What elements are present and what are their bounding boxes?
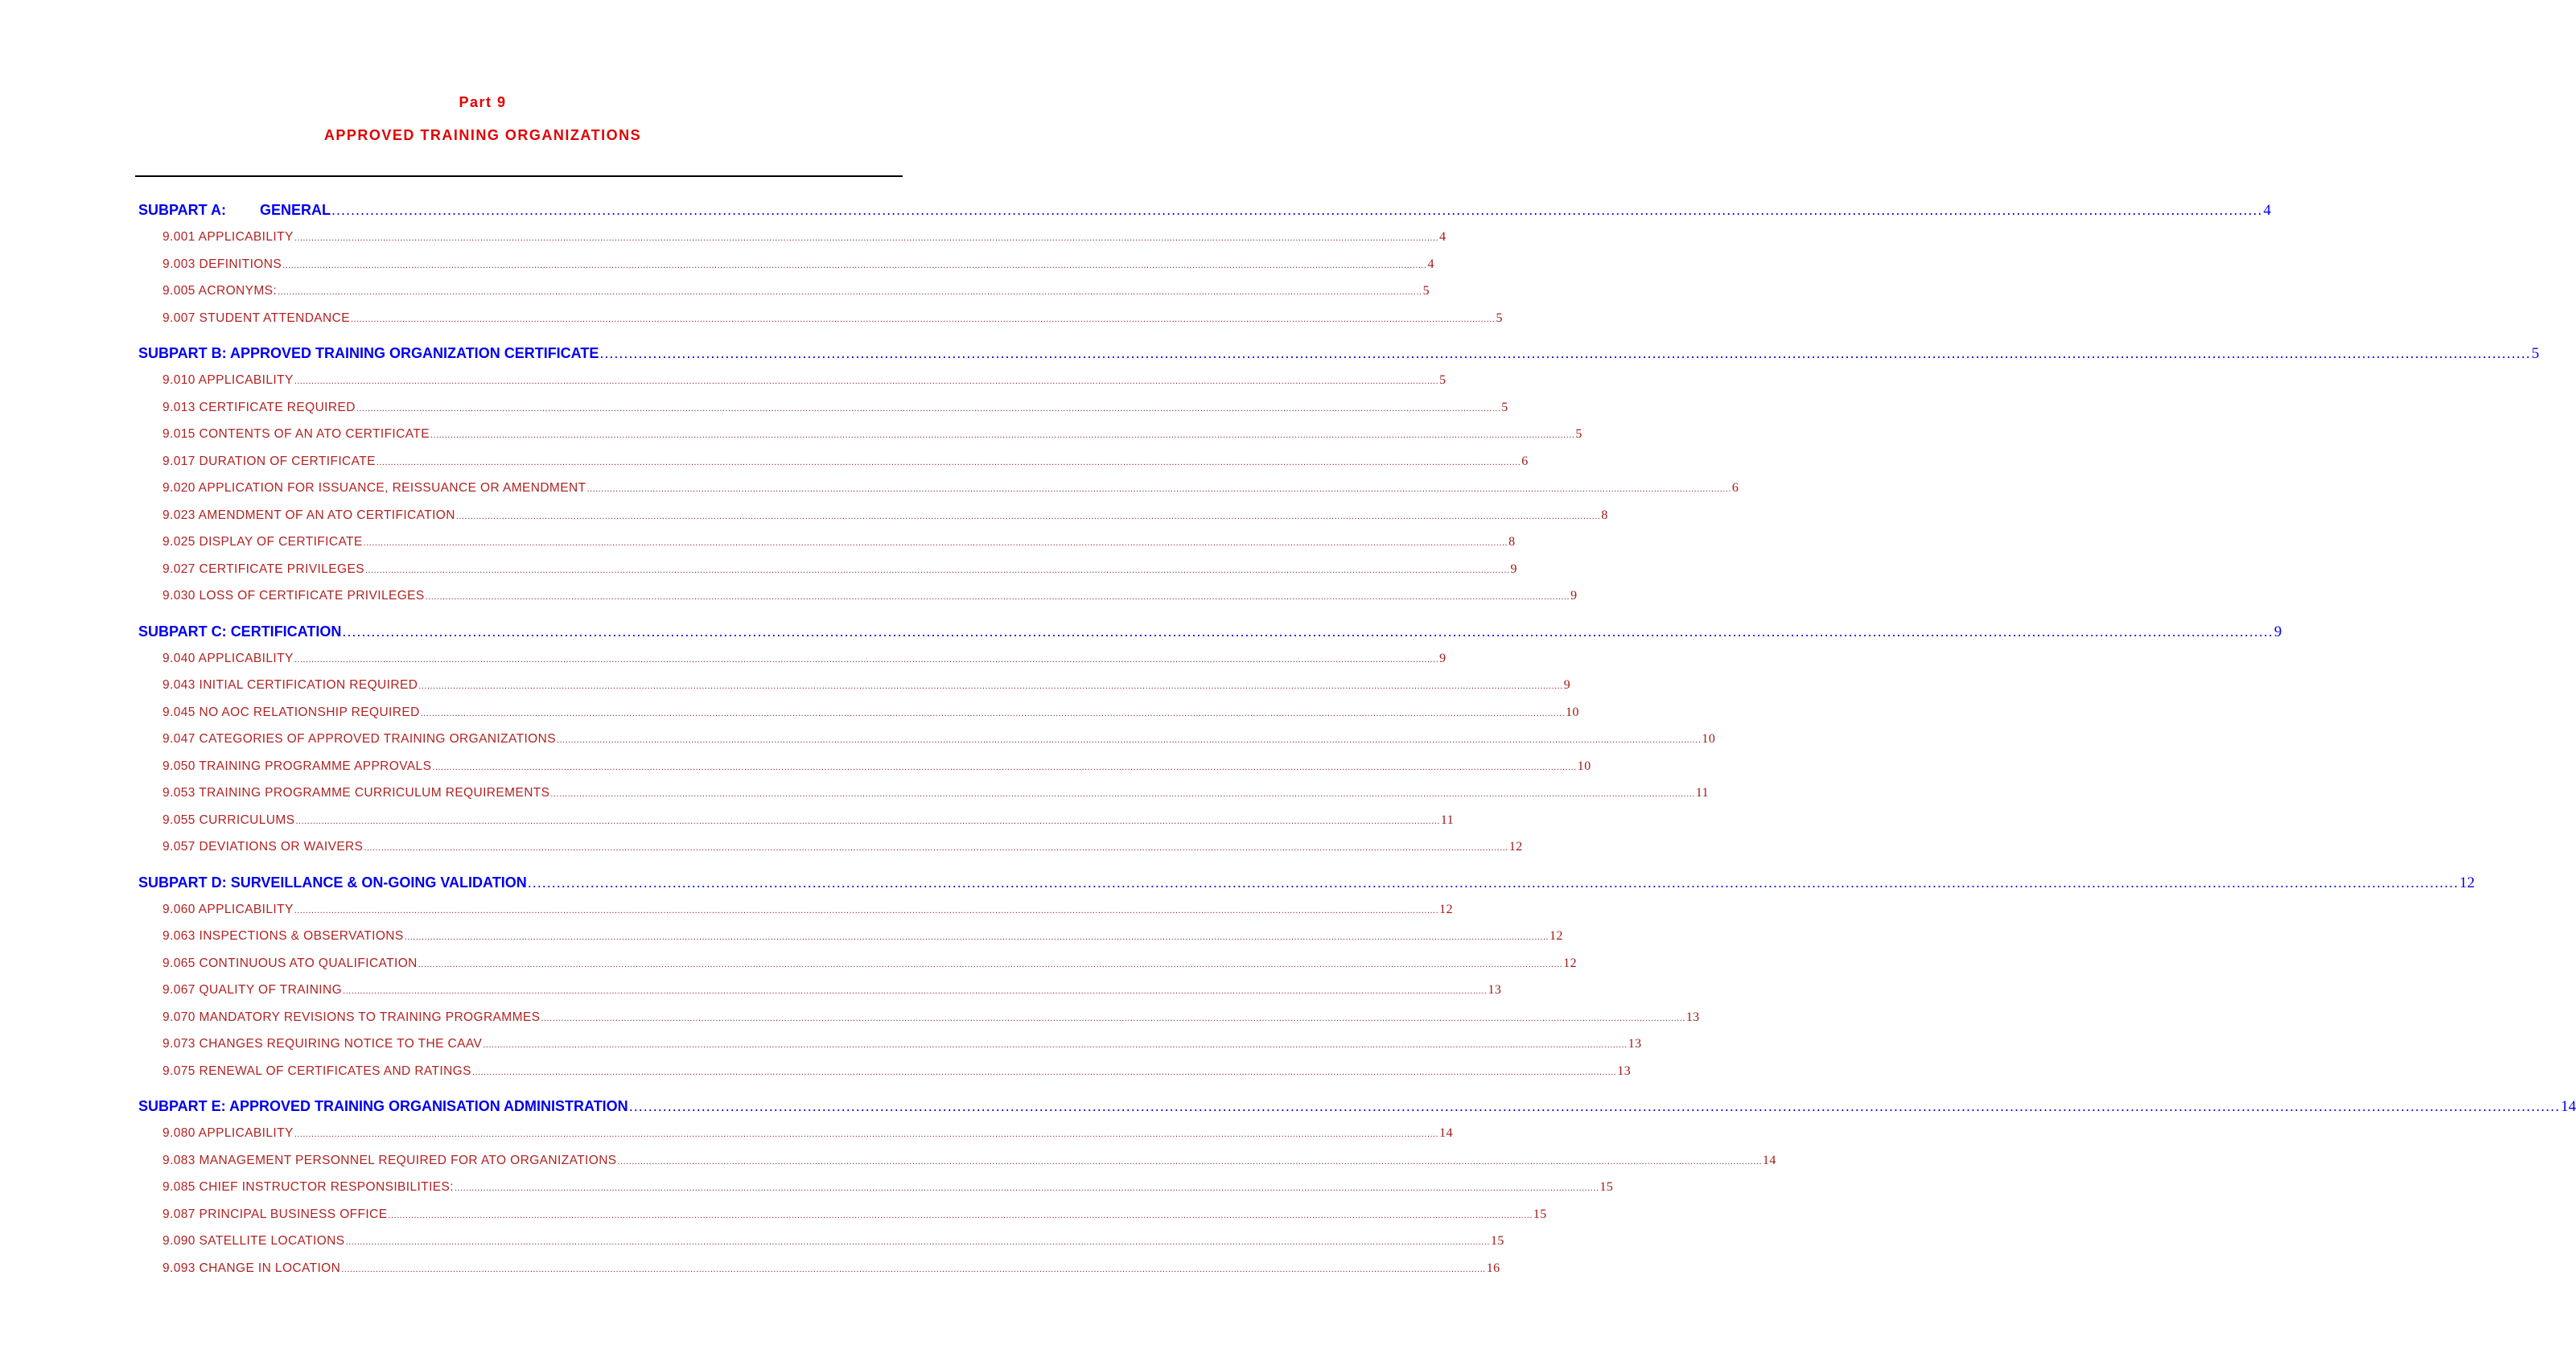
toc-item-page-number: 13 — [1685, 1010, 1700, 1024]
toc-item-page-number: 15 — [1599, 1180, 1614, 1194]
toc-item-entry[interactable] — [138, 780, 1710, 807]
dot-leader: ................................................................................................................................................................................................................................................................................................................................................................................................................ — [454, 1183, 1599, 1193]
dot-leader: ................................................................................................................................................................................................................................................................................................................................................................................................................ — [356, 403, 1501, 414]
dot-leader: ................................................................................................................................................................................................................................................................................................................................................................................................................ — [278, 287, 1422, 297]
toc-item-label: 9.015 CONTENTS OF AN ATO CERTIFICATE — [163, 427, 430, 441]
toc-item-label: 9.020 APPLICATION FOR ISSUANCE, REISSUANCE OR AMENDMENT — [163, 481, 586, 495]
toc-item-label: 9.043 INITIAL CERTIFICATION REQUIRED — [163, 678, 418, 692]
toc-item-page-number: 10 — [1566, 705, 1579, 719]
dot-leader: ................................................................................................................................................................................................................................................................................................................................................................................................................ — [541, 1013, 1685, 1023]
toc-item-label: 9.053 TRAINING PROGRAMME CURRICULUM REQUIREMENTS — [163, 786, 550, 800]
toc-item-page-number: 8 — [1508, 535, 1516, 549]
toc-item-entry[interactable] — [138, 699, 1579, 726]
toc-item-label: 9.073 CHANGES REQUIRING NOTICE TO THE CAAV — [163, 1037, 483, 1051]
dot-leader: ................................................................................................................................................................................................................................................................................................................................................................................................................ — [345, 1237, 1490, 1247]
toc-item-page-number: 4 — [1439, 230, 1446, 244]
toc-item-page-number: 6 — [1521, 454, 1529, 468]
toc-item-label: 9.057 DEVIATIONS OR WAIVERS — [163, 840, 364, 854]
subpart-page-number: 12 — [2459, 874, 2475, 891]
subpart-title: SURVEILLANCE & ON-GOING VALIDATION — [230, 874, 527, 891]
subpart-code: SUBPART C: — [138, 623, 227, 640]
toc-item-entry[interactable] — [138, 1058, 1632, 1085]
dot-leader: ................................................................................................................................................................................................................................................................................................................................................................................................................ — [294, 376, 1439, 386]
toc-item-entry[interactable] — [138, 1120, 1453, 1147]
toc-item-entry[interactable] — [138, 726, 1716, 753]
dot-leader: ................................................................................................................................................................................................................................................................................................................................................................................................................ — [420, 708, 1566, 718]
toc-item-page-number: 5 — [1439, 373, 1446, 387]
subpart-title: CERTIFICATION — [230, 623, 342, 640]
dot-leader: ................................................................................................................................................................................................................................................................................................................................................................................................................ — [343, 986, 1488, 996]
toc-item-entry[interactable] — [138, 394, 1508, 422]
subpart-heading — [138, 1092, 628, 1120]
toc-item-entry[interactable] — [138, 475, 1739, 502]
toc-item-entry[interactable] — [138, 807, 1455, 834]
toc-item-entry[interactable] — [138, 833, 1523, 861]
toc-item-page-number: 14 — [1439, 1126, 1453, 1140]
toc-item-page-number: 11 — [1695, 786, 1710, 800]
toc-item-entry[interactable] — [138, 1031, 1642, 1058]
part-title: APPROVED TRAINING ORGANIZATIONS — [323, 127, 642, 143]
toc-item-label: 9.055 CURRICULUMS — [163, 813, 295, 827]
toc-item-label: 9.070 MANDATORY REVISIONS TO TRAINING PROGRAMMES — [163, 1010, 541, 1024]
part-number: Part 9 — [459, 94, 507, 110]
dot-leader: ................................................................................................................................................................................................................................................................................................................................................................................................................ — [341, 1264, 1486, 1274]
dot-leader: ................................................................................................................................................................................................................................................................................................................................................................................................................ — [527, 874, 2459, 891]
toc-item-entry[interactable] — [138, 224, 1446, 251]
subpart-heading — [138, 618, 341, 645]
dot-leader: ................................................................................................................................................................................................................................................................................................................................................................................................................ — [294, 233, 1439, 243]
toc-item-label: 9.003 DEFINITIONS — [163, 257, 282, 271]
toc-subpart-entry[interactable] — [138, 1092, 2576, 1120]
dot-leader: ................................................................................................................................................................................................................................................................................................................................................................................................................ — [342, 623, 2274, 640]
toc-item-entry[interactable] — [138, 1201, 1547, 1228]
subpart-heading — [138, 339, 599, 367]
toc-item-label: 9.013 CERTIFICATE REQUIRED — [163, 400, 356, 414]
toc-subpart-entry[interactable] — [138, 618, 2282, 645]
toc-item-label: 9.080 APPLICABILITY — [163, 1126, 294, 1140]
dot-leader: ................................................................................................................................................................................................................................................................................................................................................................................................................ — [294, 905, 1439, 915]
subpart-page-number: 4 — [2263, 202, 2271, 219]
toc-item-page-number: 5 — [1422, 284, 1430, 298]
toc-item-label: 9.087 PRINCIPAL BUSINESS OFFICE — [163, 1207, 388, 1221]
dot-leader: ................................................................................................................................................................................................................................................................................................................................................................................................................ — [455, 511, 1601, 521]
toc-item-entry[interactable] — [138, 251, 1434, 278]
toc-item-page-number: 6 — [1731, 481, 1739, 495]
toc-item-page-number: 15 — [1533, 1207, 1547, 1221]
toc-item-entry[interactable] — [138, 923, 1563, 950]
toc-item-label: 9.023 AMENDMENT OF AN ATO CERTIFICATION — [163, 508, 455, 522]
toc-item-page-number: 13 — [1627, 1037, 1642, 1051]
toc-item-page-number: 13 — [1617, 1064, 1632, 1078]
toc-item-label: 9.083 MANAGEMENT PERSONNEL REQUIRED FOR ATO ORGANIZATIONS — [163, 1153, 617, 1167]
toc-item-label: 9.065 CONTINUOUS ATO QUALIFICATION — [163, 956, 418, 970]
dot-leader: ................................................................................................................................................................................................................................................................................................................................................................................................................ — [432, 762, 1577, 772]
toc-item-entry[interactable] — [138, 672, 1571, 699]
toc-item-page-number: 12 — [1439, 902, 1453, 916]
dot-leader: ................................................................................................................................................................................................................................................................................................................................................................................................................ — [388, 1210, 1533, 1220]
toc-item-label: 9.063 INSPECTIONS & OBSERVATIONS — [163, 929, 404, 943]
toc-item-entry[interactable] — [138, 1174, 1614, 1201]
toc-item-entry[interactable] — [138, 1147, 1776, 1175]
toc-item-page-number: 8 — [1601, 508, 1608, 522]
dot-leader: ................................................................................................................................................................................................................................................................................................................................................................................................................ — [350, 314, 1496, 324]
toc-item-entry[interactable] — [138, 502, 1608, 529]
toc-item-label: 9.090 SATELLITE LOCATIONS — [163, 1234, 345, 1248]
dot-leader: ................................................................................................................................................................................................................................................................................................................................................................................................................ — [425, 592, 1570, 602]
toc-item-entry[interactable] — [138, 1004, 1700, 1031]
toc-subpart-entry[interactable] — [138, 196, 2271, 224]
subpart-title: APPROVED TRAINING ORGANIZATION CERTIFICATE — [230, 345, 599, 361]
toc-item-page-number: 15 — [1490, 1234, 1504, 1248]
toc-item-page-number: 11 — [1440, 813, 1455, 827]
table-of-contents — [138, 196, 2576, 1282]
toc-item-page-number: 13 — [1488, 983, 1502, 997]
toc-item-label: 9.085 CHIEF INSTRUCTOR RESPONSIBILITIES: — [163, 1180, 454, 1194]
dot-leader: ................................................................................................................................................................................................................................................................................................................................................................................................................ — [376, 457, 1521, 467]
toc-item-label: 9.017 DURATION OF CERTIFICATE — [163, 454, 376, 468]
dot-leader: ................................................................................................................................................................................................................................................................................................................................................................................................................ — [430, 430, 1575, 440]
dot-leader: ................................................................................................................................................................................................................................................................................................................................................................................................................ — [295, 816, 1440, 826]
subpart-title: GENERAL — [260, 202, 331, 218]
toc-item-page-number: 10 — [1577, 759, 1591, 773]
toc-item-entry[interactable] — [138, 529, 1516, 556]
dot-leader: ................................................................................................................................................................................................................................................................................................................................................................................................................ — [483, 1040, 1627, 1050]
toc-item-label: 9.025 DISPLAY OF CERTIFICATE — [163, 535, 363, 549]
toc-item-page-number: 5 — [1501, 400, 1508, 414]
toc-item-entry[interactable] — [138, 278, 1430, 305]
toc-item-label: 9.075 RENEWAL OF CERTIFICATES AND RATINGS — [163, 1064, 471, 1078]
dot-leader: ................................................................................................................................................................................................................................................................................................................................................................................................................ — [617, 1156, 1763, 1166]
dot-leader: ................................................................................................................................................................................................................................................................................................................................................................................................................ — [586, 484, 1731, 494]
dot-leader: ................................................................................................................................................................................................................................................................................................................................................................................................................ — [628, 1098, 2561, 1114]
toc-item-page-number: 9 — [1570, 589, 1578, 603]
toc-item-page-number: 10 — [1702, 732, 1716, 746]
toc-item-entry[interactable] — [138, 367, 1446, 394]
dot-leader: ................................................................................................................................................................................................................................................................................................................................................................................................................ — [364, 843, 1508, 853]
toc-item-label: 9.005 ACRONYMS: — [163, 284, 278, 298]
toc-item-page-number: 5 — [1575, 427, 1582, 441]
toc-item-page-number: 16 — [1486, 1261, 1500, 1275]
toc-item-label: 9.007 STUDENT ATTENDANCE — [163, 311, 350, 325]
dot-leader: ................................................................................................................................................................................................................................................................................................................................................................................................................ — [282, 260, 1427, 270]
toc-item-page-number: 14 — [1763, 1153, 1776, 1167]
toc-item-entry[interactable] — [138, 977, 1502, 1004]
toc-item-entry[interactable] — [138, 896, 1453, 924]
dot-leader: ................................................................................................................................................................................................................................................................................................................................................................................................................ — [294, 1129, 1439, 1139]
toc-item-entry[interactable] — [138, 950, 1578, 977]
toc-item-page-number: 12 — [1508, 840, 1523, 854]
subpart-page-number: 5 — [2531, 345, 2540, 362]
toc-item-entry[interactable] — [138, 421, 1582, 448]
dot-leader: ................................................................................................................................................................................................................................................................................................................................................................................................................ — [550, 789, 1695, 799]
dot-leader: ................................................................................................................................................................................................................................................................................................................................................................................................................ — [363, 538, 1508, 548]
dot-leader: ................................................................................................................................................................................................................................................................................................................................................................................................................ — [418, 959, 1563, 969]
toc-item-label: 9.047 CATEGORIES OF APPROVED TRAINING ORGANIZATIONS — [163, 732, 556, 746]
toc-item-label: 9.010 APPLICABILITY — [163, 373, 294, 387]
toc-item-entry[interactable] — [138, 753, 1591, 780]
toc-item-label: 9.040 APPLICABILITY — [163, 651, 294, 665]
subpart-page-number: 14 — [2561, 1098, 2576, 1115]
toc-item-label: 9.045 NO AOC RELATIONSHIP REQUIRED — [163, 705, 420, 719]
toc-item-label: 9.001 APPLICABILITY — [163, 230, 294, 244]
toc-item-label: 9.060 APPLICABILITY — [163, 902, 294, 916]
toc-item-page-number: 9 — [1563, 678, 1571, 692]
toc-item-page-number: 5 — [1496, 311, 1503, 325]
toc-item-entry[interactable] — [138, 582, 1578, 610]
subpart-title: APPROVED TRAINING ORGANISATION ADMINISTRATION — [229, 1098, 628, 1114]
toc-item-entry[interactable] — [138, 1228, 1504, 1255]
dot-leader: ................................................................................................................................................................................................................................................................................................................................................................................................................ — [364, 565, 1510, 575]
toc-item-label: 9.027 CERTIFICATE PRIVILEGES — [163, 562, 364, 576]
subpart-page-number: 9 — [2274, 623, 2282, 640]
subpart-heading — [138, 196, 331, 224]
subpart-code: SUBPART D: — [138, 874, 227, 891]
dot-leader: ................................................................................................................................................................................................................................................................................................................................................................................................................ — [294, 654, 1439, 664]
dot-leader: ................................................................................................................................................................................................................................................................................................................................................................................................................ — [599, 345, 2531, 361]
subpart-heading — [138, 869, 527, 896]
dot-leader: ................................................................................................................................................................................................................................................................................................................................................................................................................ — [404, 932, 1549, 942]
toc-item-entry[interactable] — [138, 556, 1517, 583]
toc-item-entry[interactable] — [138, 305, 1503, 332]
toc-item-page-number: 4 — [1427, 257, 1434, 271]
subpart-code: SUBPART A: — [138, 202, 226, 218]
dot-leader: ................................................................................................................................................................................................................................................................................................................................................................................................................ — [556, 735, 1702, 745]
dot-leader: ................................................................................................................................................................................................................................................................................................................................................................................................................ — [331, 202, 2263, 218]
toc-item-label: 9.093 CHANGE IN LOCATION — [163, 1261, 341, 1275]
toc-item-entry[interactable] — [138, 448, 1529, 475]
toc-item-label: 9.030 LOSS OF CERTIFICATE PRIVILEGES — [163, 589, 425, 603]
title-divider — [135, 175, 903, 177]
toc-item-entry[interactable] — [138, 645, 1446, 673]
subpart-code: SUBPART B: — [138, 345, 227, 361]
dot-leader: ................................................................................................................................................................................................................................................................................................................................................................................................................ — [471, 1067, 1617, 1077]
toc-subpart-entry[interactable] — [138, 339, 2540, 367]
toc-item-page-number: 9 — [1439, 651, 1446, 665]
dot-leader: ................................................................................................................................................................................................................................................................................................................................................................................................................ — [418, 681, 1563, 691]
toc-item-label: 9.050 TRAINING PROGRAMME APPROVALS — [163, 759, 432, 773]
subpart-code: SUBPART E: — [138, 1098, 226, 1114]
toc-item-entry[interactable] — [138, 1255, 1500, 1282]
toc-item-page-number: 12 — [1563, 956, 1578, 970]
toc-item-page-number: 9 — [1510, 562, 1517, 576]
toc-item-label: 9.067 QUALITY OF TRAINING — [163, 983, 343, 997]
toc-subpart-entry[interactable] — [138, 869, 2475, 896]
toc-item-page-number: 12 — [1549, 929, 1563, 943]
